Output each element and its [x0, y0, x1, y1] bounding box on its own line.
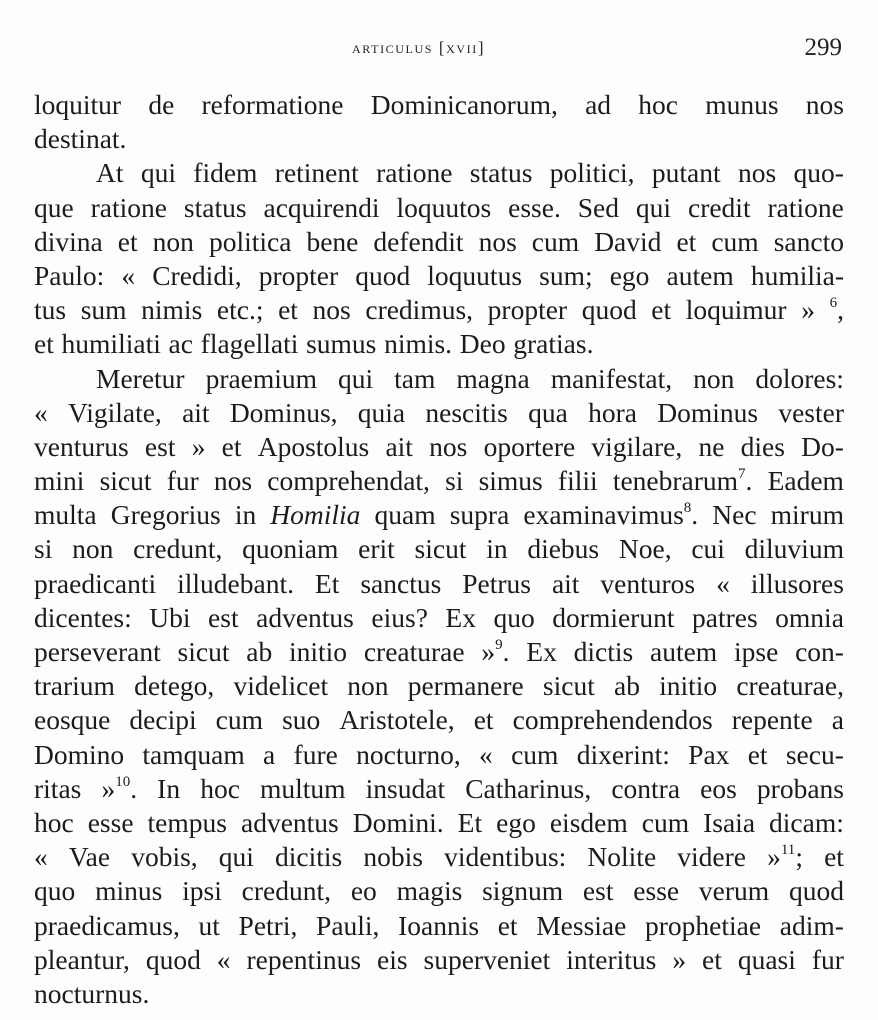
word: non — [72, 533, 114, 565]
text-line — [34, 532, 844, 566]
text-line — [34, 635, 844, 669]
text-line — [34, 225, 844, 259]
word: quod — [789, 875, 844, 907]
word: in — [234, 499, 257, 531]
word: gratias. — [513, 328, 594, 360]
word: eos — [700, 772, 737, 804]
word: ab — [614, 670, 640, 702]
word: signum — [482, 875, 564, 907]
word: multa — [34, 499, 97, 531]
footnote-marker: 11 — [780, 842, 796, 859]
word: ait — [385, 430, 413, 462]
word: non — [347, 670, 389, 702]
word: ego — [496, 806, 536, 838]
word: nimis. — [384, 328, 453, 360]
word: Dominus — [657, 396, 759, 428]
word: vigilare, — [591, 430, 683, 462]
word: « — [716, 567, 730, 599]
word: qui — [635, 191, 672, 223]
word: et — [676, 225, 697, 257]
word: comprehendendos — [512, 704, 713, 736]
word: minus — [95, 875, 163, 907]
word: nos — [429, 430, 468, 462]
footnote-marker: 8 — [683, 500, 692, 517]
text-line — [34, 977, 844, 1011]
word: dicam: — [769, 806, 844, 838]
word: cum — [711, 225, 759, 257]
word: con- — [795, 636, 844, 667]
word: que — [34, 191, 74, 223]
word: ratione — [90, 191, 167, 223]
word: illudebant. — [177, 567, 294, 599]
word: dolores: — [755, 362, 844, 394]
word: sicut — [99, 465, 152, 497]
word: venturus — [34, 430, 129, 462]
word: et — [702, 943, 722, 975]
footnote-marker: 7 — [738, 466, 746, 483]
word: dormierunt — [552, 601, 675, 633]
word: quod — [355, 259, 411, 291]
word: credit — [687, 191, 751, 223]
word: eisdem — [549, 806, 628, 838]
word: Paulo: — [34, 259, 105, 291]
word: cum — [641, 806, 690, 838]
word: dicentes: — [34, 601, 132, 633]
text-line — [34, 703, 844, 737]
word: omnia — [775, 601, 844, 633]
word: patres — [691, 601, 758, 633]
word: quo — [493, 601, 535, 633]
text-line — [34, 772, 844, 806]
word: Vigilate, — [68, 396, 162, 428]
word: Noe, — [618, 533, 672, 565]
word: acquirendi — [263, 191, 380, 223]
word: bene — [306, 225, 359, 257]
word: status — [469, 157, 533, 189]
word: hoc — [34, 806, 74, 838]
word: Dominus, — [229, 396, 338, 428]
word: illusores — [750, 567, 844, 599]
word: status — [183, 191, 247, 223]
word: et — [278, 294, 298, 326]
word: loquutos — [396, 191, 492, 223]
word: detego, — [134, 670, 215, 702]
word: a — [831, 704, 844, 736]
word: At — [96, 157, 124, 189]
word: ego — [609, 259, 650, 291]
word: Vae — [68, 841, 111, 873]
word: nimis — [141, 294, 203, 326]
word: nos — [478, 225, 517, 257]
word: » — [801, 294, 815, 326]
word: autem — [650, 636, 718, 667]
word: nos — [805, 89, 844, 120]
word: Meretur — [96, 362, 185, 394]
word: loquimur — [685, 294, 787, 326]
word: non — [693, 362, 735, 394]
word: ait — [182, 396, 210, 428]
word: humiliati — [61, 328, 161, 360]
text-line — [34, 396, 844, 430]
word: multum — [260, 772, 346, 804]
word: cum — [531, 225, 580, 257]
word: est — [208, 601, 239, 633]
word: humilia- — [750, 259, 844, 291]
word: eo — [350, 875, 377, 907]
running-head — [0, 34, 878, 64]
word: Pauli, — [316, 909, 380, 941]
word: Petrus — [462, 567, 531, 599]
word: fure — [293, 738, 338, 770]
word: est — [144, 430, 176, 462]
word: » — [672, 943, 687, 975]
word: defendit — [373, 225, 464, 257]
text-line — [34, 601, 844, 635]
word: reformatione — [201, 89, 344, 120]
word: praemium — [205, 362, 318, 394]
word: Petri, — [238, 909, 298, 941]
word: Ubi — [149, 601, 191, 633]
word: eius? — [371, 601, 428, 633]
word: ipse — [733, 636, 779, 667]
word: quod — [145, 943, 201, 975]
text-line — [34, 259, 844, 293]
word: qui — [218, 841, 254, 873]
word: diebus — [527, 533, 600, 565]
footnote-marker: 6 — [829, 295, 838, 312]
word: adventus — [241, 806, 339, 838]
word: David — [594, 225, 662, 257]
word: nescitis — [425, 396, 508, 428]
word: et — [34, 328, 54, 360]
word: dixerint: — [576, 738, 670, 770]
word: hora — [588, 396, 637, 428]
word: Dominicanorum, — [370, 89, 558, 120]
word: »$^{11}$; — [767, 841, 803, 873]
word: nocturnus. — [34, 977, 150, 1009]
word: cum — [215, 704, 264, 736]
word: dictis — [573, 636, 634, 667]
word: Apostolus — [257, 430, 370, 462]
word: putant — [651, 157, 721, 189]
word: Nec — [712, 499, 757, 531]
word: »$^{10}$. — [101, 772, 138, 804]
word: ad — [585, 89, 612, 120]
word: vobis, — [131, 841, 198, 873]
text-line — [34, 293, 844, 327]
word: sumus — [306, 328, 377, 360]
word: Gregorius — [110, 499, 221, 531]
word: nocturno, — [356, 738, 461, 770]
word: esse — [87, 806, 134, 838]
word: politici, — [549, 157, 635, 189]
word: simus — [478, 465, 543, 497]
word: diluvium — [744, 533, 844, 565]
word: ratione — [767, 191, 844, 223]
word: sum — [80, 294, 127, 326]
word: creaturae, — [736, 670, 844, 702]
text-line — [34, 430, 844, 464]
text-line — [34, 327, 844, 361]
word: Messiae — [536, 909, 627, 941]
word: insudat — [365, 772, 446, 804]
word: comprehendat, — [267, 465, 430, 497]
word: flagellati — [200, 328, 299, 360]
word: filii — [557, 465, 598, 497]
word: sanctus — [360, 567, 442, 599]
word: « — [216, 943, 231, 975]
word: erit — [358, 533, 395, 565]
word: loquutus — [427, 259, 523, 291]
word: quo- — [793, 157, 844, 189]
running-title: articulus [xvii] — [352, 38, 486, 57]
word: nos — [737, 157, 777, 189]
word: sicut — [177, 636, 230, 667]
italic-title: Homilia — [270, 499, 361, 531]
word: adim- — [779, 909, 844, 941]
text-line — [34, 122, 844, 156]
word: decipi — [129, 704, 197, 736]
text-line — [34, 191, 844, 225]
word: suo — [282, 704, 321, 736]
text-line — [34, 943, 844, 977]
word: manifestat, — [550, 362, 673, 394]
word: qua — [528, 396, 568, 428]
word: de — [148, 89, 175, 120]
word: sum; — [539, 259, 593, 291]
word: Et — [457, 806, 483, 838]
word: tempus — [147, 806, 227, 838]
text-line — [34, 362, 844, 396]
word: ipsi — [182, 875, 222, 907]
word: ac — [168, 328, 193, 360]
word: venturos — [600, 567, 696, 599]
footnote-marker: 10 — [115, 773, 131, 790]
word: $^6$, — [829, 294, 844, 326]
word: prophetiae — [645, 909, 762, 941]
word: quia — [357, 396, 406, 428]
word: videlicet — [233, 670, 329, 702]
text-line — [34, 156, 844, 190]
word: credunt, — [133, 533, 223, 565]
word: destinat. — [34, 123, 127, 155]
text-line — [34, 806, 844, 840]
word: Ex — [526, 636, 557, 667]
word: quasi — [737, 943, 796, 975]
word: repente — [731, 704, 813, 736]
word: videre — [677, 841, 746, 873]
word: Isaia — [703, 806, 756, 838]
body-text — [34, 88, 844, 1011]
word: quod — [581, 294, 637, 326]
word: loquitur — [34, 89, 122, 120]
word: credimus, — [365, 294, 474, 326]
word: munus — [705, 89, 779, 120]
word: et — [651, 294, 672, 326]
word: retinent — [274, 157, 359, 189]
word: Sed — [577, 191, 619, 223]
word: » — [191, 430, 206, 462]
word: dies — [740, 430, 785, 462]
word: mirum — [770, 499, 844, 531]
footnote-marker: 9 — [495, 637, 503, 653]
word: ne — [698, 430, 725, 462]
word: Aristotele, — [339, 704, 455, 736]
word: Eadem — [767, 465, 844, 497]
word: « — [34, 396, 48, 428]
word: fur — [811, 943, 844, 975]
word: verum — [698, 875, 770, 907]
word: eosque — [34, 704, 111, 736]
word: quo — [34, 875, 76, 907]
word: creaturae — [363, 636, 465, 667]
word: politica — [208, 225, 292, 257]
word: tamquam — [142, 738, 245, 770]
word: contra — [611, 772, 681, 804]
word: « — [34, 841, 48, 873]
text-line — [34, 738, 844, 772]
word: vester — [778, 396, 844, 428]
word: et — [473, 704, 494, 736]
word: si — [445, 465, 464, 497]
word: pleantur, — [34, 943, 130, 975]
text-line — [34, 464, 844, 498]
word: « — [121, 259, 136, 291]
text-line — [34, 840, 844, 874]
word: ratione — [376, 157, 453, 189]
word: interitus — [566, 943, 657, 975]
word: examinavimus$^8$. — [523, 499, 699, 531]
word: et — [824, 841, 844, 873]
word: permanere — [407, 670, 524, 702]
word: In — [157, 772, 181, 804]
word: initio — [289, 636, 348, 667]
word: et — [221, 430, 242, 462]
word: qui — [338, 362, 374, 394]
word: et — [497, 909, 518, 941]
word: etc.; — [216, 294, 264, 326]
word: magis — [396, 875, 463, 907]
word: quam — [374, 499, 436, 531]
word: Domino — [34, 738, 125, 770]
word: praedicanti — [34, 567, 157, 599]
word: nos — [213, 465, 253, 497]
word: mini — [34, 465, 85, 497]
word: « — [479, 738, 493, 770]
word: a — [263, 738, 276, 770]
word: initio — [659, 670, 718, 702]
word: tenebrarum$^7$. — [612, 465, 753, 497]
word: sancto — [773, 225, 844, 257]
word: ait — [551, 567, 580, 599]
word: qui — [140, 157, 176, 189]
word: oportere — [483, 430, 576, 462]
word: praedicamus, — [34, 909, 180, 941]
word: non — [152, 225, 194, 257]
word: Ioannis — [398, 909, 480, 941]
word: dicitis — [275, 841, 343, 873]
word — [270, 498, 360, 532]
word: tus — [34, 294, 67, 326]
word: trarium — [34, 670, 115, 702]
word: in — [486, 533, 508, 565]
word: Nolite — [587, 841, 657, 873]
word: nobis — [363, 841, 423, 873]
word: probans — [756, 772, 844, 804]
word: si — [34, 533, 53, 565]
word: ab — [246, 636, 273, 667]
word: credunt, — [241, 875, 331, 907]
word: divina — [34, 225, 103, 257]
word: nos — [312, 294, 351, 326]
word: ut — [198, 909, 220, 941]
word: sicut — [542, 670, 595, 702]
word: eis — [377, 943, 408, 975]
word: et — [747, 738, 768, 770]
word: »$^9$. — [481, 636, 510, 667]
word: tam — [394, 362, 436, 394]
word: sicut — [414, 533, 467, 565]
word: esse — [633, 875, 680, 907]
text-line — [34, 498, 844, 532]
word: hoc — [638, 89, 678, 120]
word: Catharinus, — [465, 772, 592, 804]
word: propter — [258, 259, 339, 291]
word: Pax — [688, 738, 730, 770]
word: cui — [691, 533, 725, 565]
word: repentinus — [246, 943, 362, 975]
word: Credidi, — [152, 259, 242, 291]
word: Do- — [801, 430, 844, 462]
word: autem — [666, 259, 734, 291]
page-number: 299 — [804, 34, 842, 61]
text-line — [34, 88, 844, 122]
word: Deo — [459, 328, 506, 360]
text-line — [34, 909, 844, 943]
text-line — [34, 669, 844, 703]
word: et — [117, 225, 138, 257]
word: adventus — [256, 601, 354, 633]
word: fur — [166, 465, 199, 497]
word: supra — [449, 499, 510, 531]
word: Domini. — [352, 806, 444, 838]
word: videntibus: — [444, 841, 567, 873]
word: Ex — [445, 601, 476, 633]
word: ritas — [34, 772, 82, 804]
word: cum — [511, 738, 559, 770]
word: esse. — [508, 191, 561, 223]
word: quoniam — [242, 533, 339, 565]
word: secu- — [785, 738, 844, 770]
text-line — [34, 567, 844, 601]
word: magna — [456, 362, 530, 394]
word: est — [582, 875, 614, 907]
word: propter — [487, 294, 568, 326]
text-line — [34, 874, 844, 908]
word: fidem — [193, 157, 258, 189]
word: hoc — [200, 772, 240, 804]
word: perseverant — [34, 636, 161, 667]
word: Et — [314, 567, 340, 599]
word: superveniet — [423, 943, 551, 975]
